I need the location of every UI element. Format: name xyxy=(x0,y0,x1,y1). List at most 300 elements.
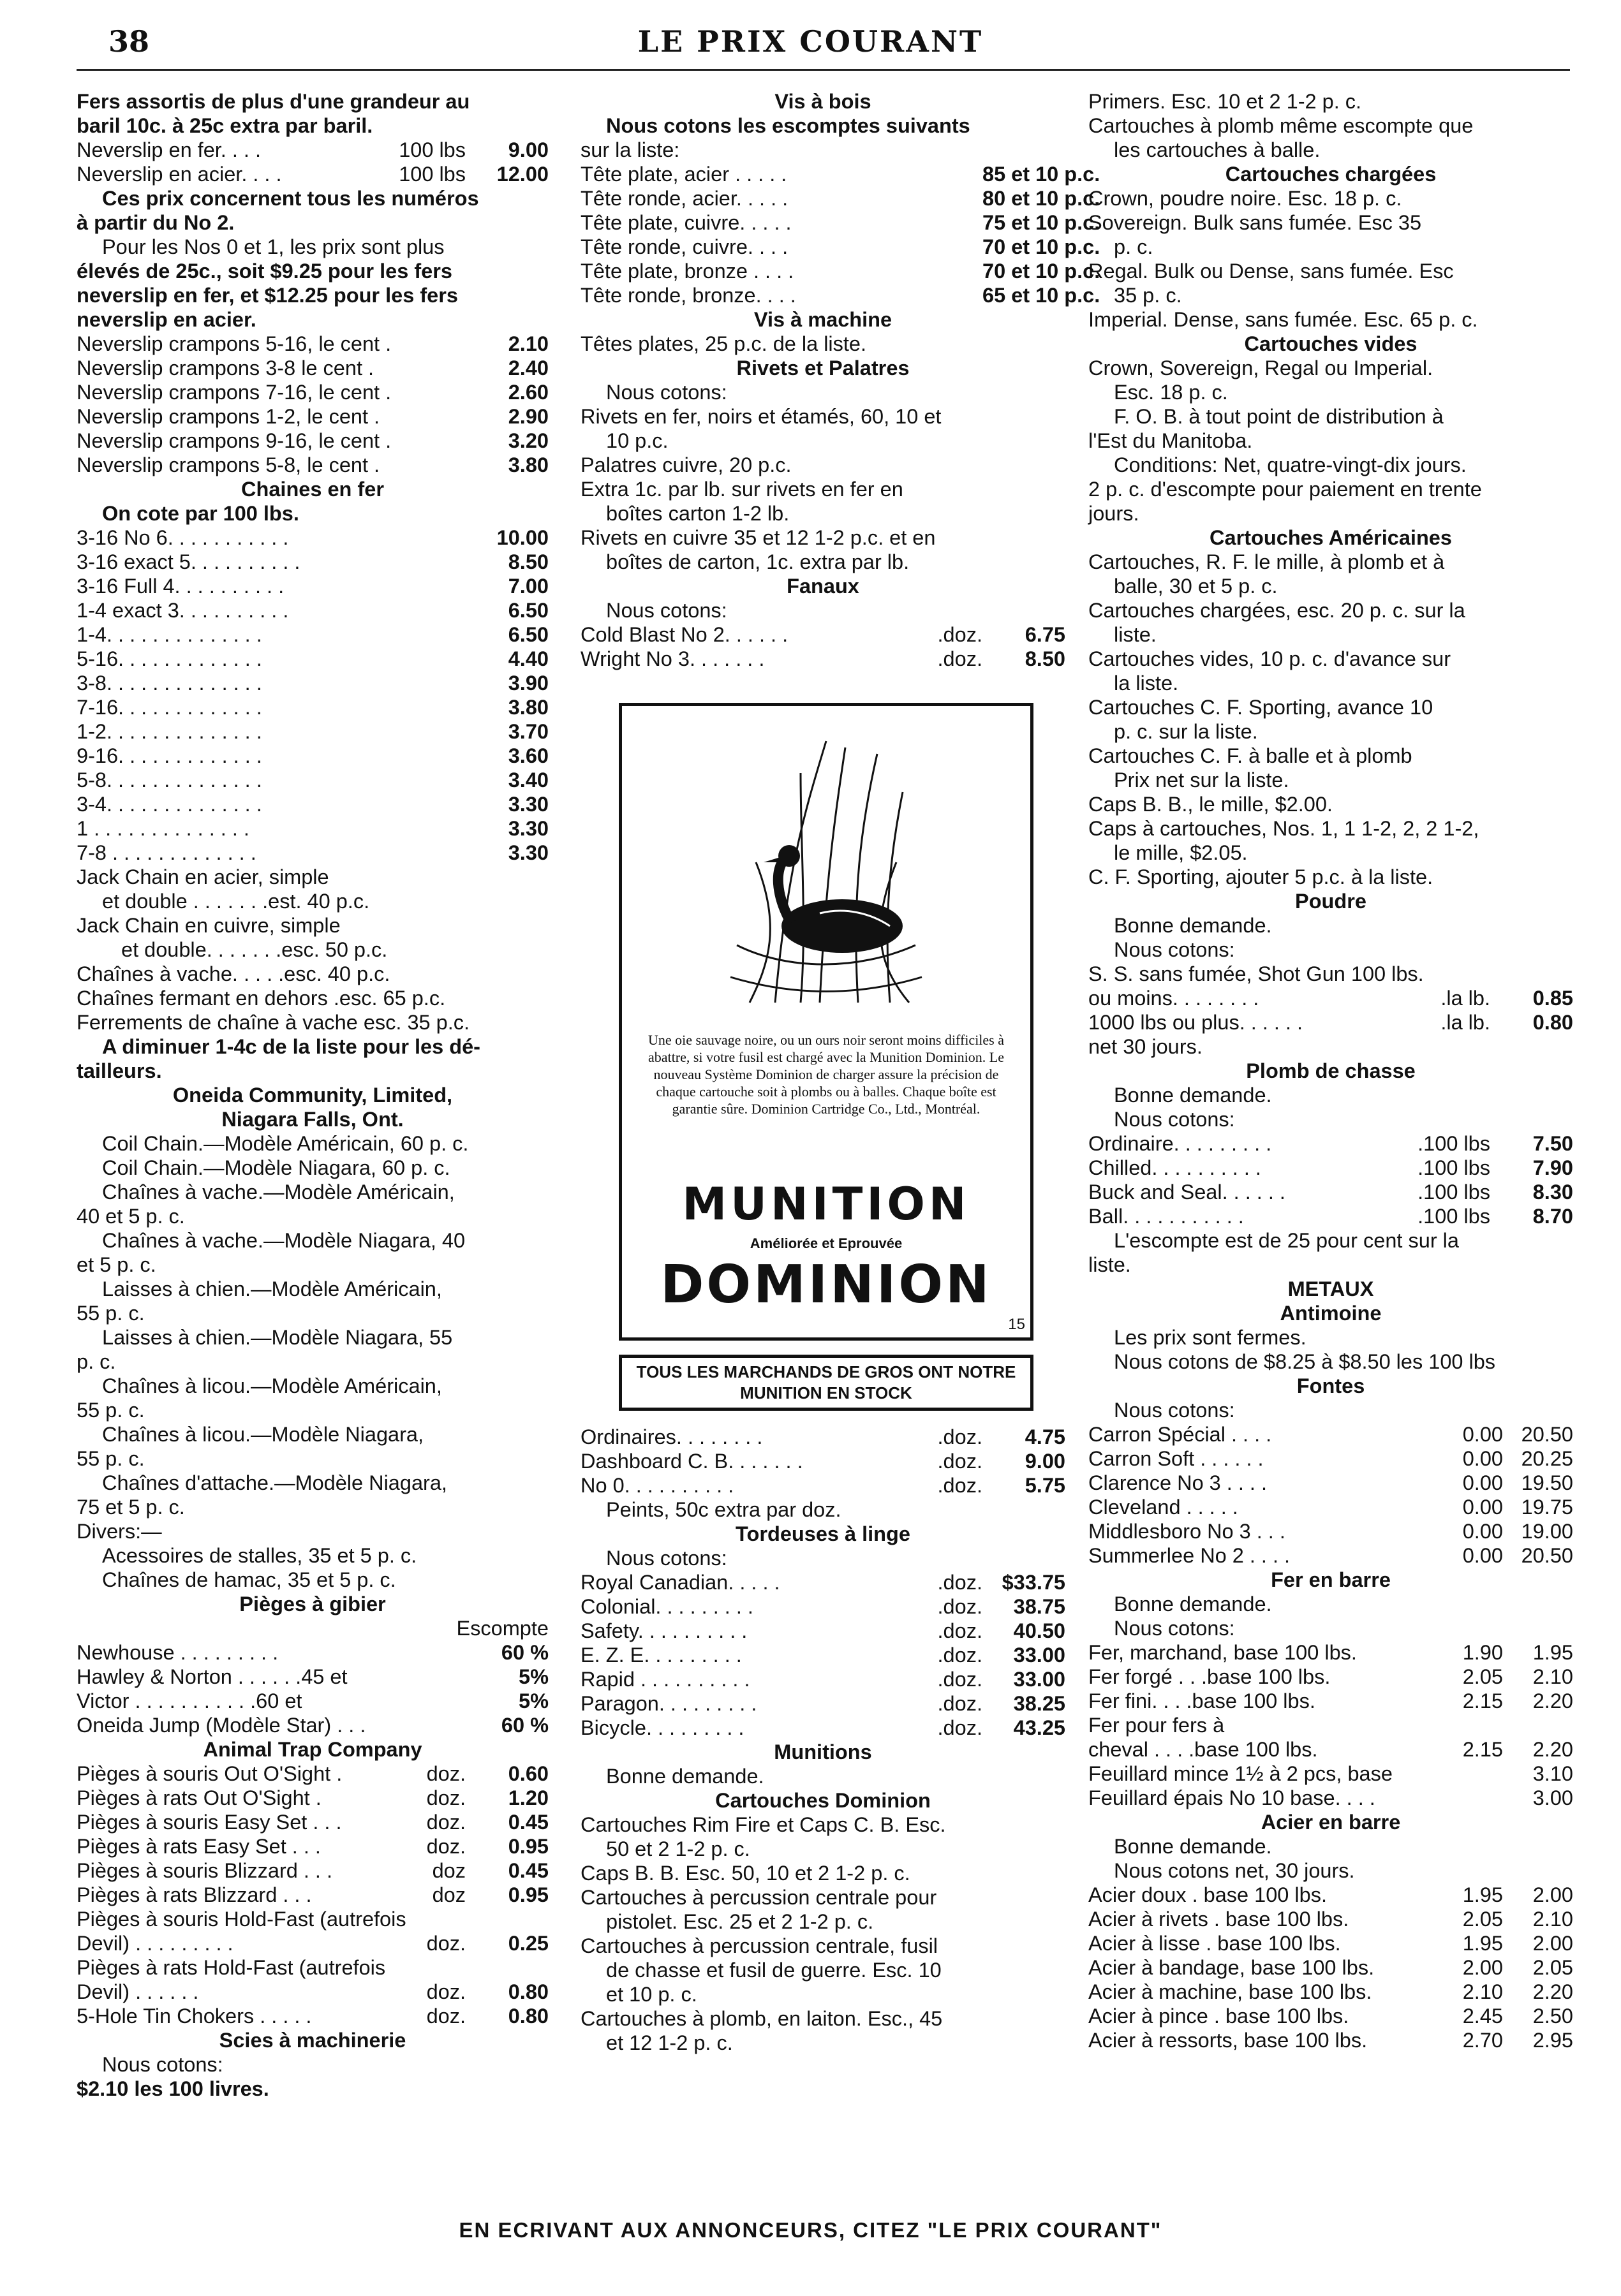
price-row xyxy=(581,1594,1065,1619)
price-row-label: Chilled. . . . . . . . . . xyxy=(1088,1156,1261,1179)
text-line: les cartouches à balle. xyxy=(1114,138,1321,161)
price-row-unit: .doz. xyxy=(937,1571,982,1594)
price-row-value: 6.50 xyxy=(508,623,549,646)
column-1 xyxy=(77,89,549,2101)
price-row-value-max: 19.00 xyxy=(1521,1520,1573,1543)
price-row xyxy=(581,186,1100,210)
price-row-label: net 30 jours. xyxy=(1088,1035,1203,1058)
price-row xyxy=(1088,1156,1573,1180)
note-munitions: Bonne demande. xyxy=(606,1765,764,1788)
price-row-value-max: 20.50 xyxy=(1521,1544,1573,1567)
price-row xyxy=(581,1570,1065,1594)
note-chaines: On cote par 100 lbs. xyxy=(102,502,299,525)
text-line: Caps B. B., le mille, $2.00. xyxy=(1088,793,1333,816)
text-line: 35 p. c. xyxy=(1114,284,1182,307)
price-row xyxy=(1088,1762,1573,1786)
price-row-label: Neverslip crampons 5-8, le cent . xyxy=(77,453,380,476)
text-line: Chaînes à vache. . . . .esc. 40 p.c. xyxy=(77,962,390,985)
price-row-value-max: 3.10 xyxy=(1532,1762,1573,1785)
price-row-value-min: 2.05 xyxy=(1462,1908,1503,1931)
text-line: et double . . . . . . .est. 40 p.c. xyxy=(102,890,370,913)
price-row-label: Feuillard mince 1½ à 2 pcs, base xyxy=(1088,1762,1393,1785)
text-line: Cartouches chargées, esc. 20 p. c. sur la xyxy=(1088,599,1465,622)
price-row-value-min: 1.90 xyxy=(1462,1641,1503,1664)
price-row-label: Carron Spécial . . . . xyxy=(1088,1423,1272,1446)
price-row-label: Neverslip en acier. . . . xyxy=(77,163,282,186)
text-line: Chaînes à vache.—Modèle Niagara, 40 xyxy=(102,1229,466,1252)
price-row-label: Pièges à souris Easy Set . . . xyxy=(77,1811,342,1834)
text-line: Nous cotons: xyxy=(1114,1617,1235,1640)
price-row-label: Cleveland . . . . . xyxy=(1088,1496,1238,1519)
price-row-unit: doz xyxy=(432,1859,466,1882)
price-row-value: 75 et 10 p.c. xyxy=(982,211,1100,234)
price-row-label: Cold Blast No 2. . . . . . xyxy=(581,623,788,646)
price-row-label: Tête ronde, cuivre. . . . xyxy=(581,235,788,258)
text-line: jours. xyxy=(1088,502,1139,525)
price-row xyxy=(1088,1446,1573,1471)
text-line: Acessoires de stalles, 35 et 5 p. c. xyxy=(102,1544,417,1567)
stock-notice-box xyxy=(619,1355,1033,1411)
text-line: Cartouches à percussion centrale pour xyxy=(581,1886,937,1909)
text-line: Bonne demande. xyxy=(1114,914,1272,937)
price-row xyxy=(1088,1955,1573,1980)
price-row-value: 43.25 xyxy=(1013,1716,1065,1739)
price-row xyxy=(581,622,1065,647)
stock-notice-line-2: MUNITION EN STOCK xyxy=(740,1383,912,1402)
price-row-label: ou moins. . . . . . . . xyxy=(1088,987,1259,1010)
price-row-unit: doz. xyxy=(426,1762,466,1785)
price-row-value-min: 0.00 xyxy=(1462,1496,1503,1519)
ad-number: 15 xyxy=(1008,1316,1025,1333)
price-row-value: $33.75 xyxy=(1002,1571,1065,1594)
price-row xyxy=(581,1473,1065,1498)
price-row-value: 8.70 xyxy=(1532,1205,1573,1228)
price-row-value-max: 3.00 xyxy=(1532,1786,1573,1809)
wild-goose-illustration xyxy=(730,735,922,1009)
price-row-value: 0.95 xyxy=(508,1883,549,1906)
text-line: 10 p.c. xyxy=(606,429,669,452)
price-row-value-max: 19.75 xyxy=(1521,1496,1573,1519)
text-line: Laisses à chien.—Modèle Américain, xyxy=(102,1277,442,1300)
text-line: l'Est du Manitoba. xyxy=(1088,429,1253,452)
price-row-value: 2.90 xyxy=(508,405,549,428)
price-row-label: Fer, marchand, base 100 lbs. xyxy=(1088,1641,1357,1664)
price-row-unit: .doz. xyxy=(937,1595,982,1618)
text-line: Pour les Nos 0 et 1, les prix sont plus xyxy=(102,235,445,258)
text-line: Bonne demande. xyxy=(1114,1084,1272,1107)
text-line: Primers. Esc. 10 et 2 1-2 p. c. xyxy=(1088,90,1362,113)
price-row xyxy=(1088,1010,1573,1034)
price-row-value: 60 % xyxy=(501,1641,549,1664)
text-line: et double. . . . . . .esc. 50 p.c. xyxy=(121,938,388,961)
price-row-value: 3.70 xyxy=(508,720,549,743)
price-row-value xyxy=(466,1955,549,1980)
price-row-label: Pièges à souris Hold-Fast (autrefois xyxy=(77,1908,406,1931)
price-row-unit: .doz. xyxy=(937,1716,982,1739)
price-row-value: 3.90 xyxy=(508,672,549,695)
price-row-value xyxy=(475,1907,549,1931)
price-row-value-min: 2.10 xyxy=(1462,1980,1503,2003)
price-row-value: 0.80 xyxy=(508,1980,549,2003)
price-row-value: 70 et 10 p.c. xyxy=(982,260,1100,283)
price-row-value: 6.50 xyxy=(508,599,549,622)
price-row-unit: .doz. xyxy=(937,647,982,670)
column-3 xyxy=(1088,89,1573,2052)
price-row-unit: doz. xyxy=(426,1835,466,1858)
heading-chaines: Chaines en fer xyxy=(241,478,384,501)
note-fontes: Nous cotons: xyxy=(1114,1399,1235,1422)
price-row xyxy=(77,647,549,671)
price-row-label: Pièges à rats Easy Set . . . xyxy=(77,1835,321,1858)
price-row-label: Buck and Seal. . . . . . xyxy=(1088,1181,1285,1203)
price-row-label: Dashboard C. B. . . . . . . xyxy=(581,1450,803,1473)
price-row-value-min: 1.95 xyxy=(1462,1932,1503,1955)
price-row-label: Pièges à souris Blizzard . . . xyxy=(77,1859,332,1882)
price-row xyxy=(1088,1471,1573,1495)
price-row xyxy=(77,453,549,477)
price-row-value-min: 0.00 xyxy=(1462,1447,1503,1470)
price-row-value: 33.00 xyxy=(1013,1644,1065,1667)
note-fanaux: Nous cotons: xyxy=(606,599,727,622)
price-row-unit xyxy=(389,1955,466,1980)
text-line: Nous cotons: xyxy=(1114,1108,1235,1131)
price-row xyxy=(77,598,549,622)
text-line: Jack Chain en cuivre, simple xyxy=(77,914,341,937)
price-row xyxy=(581,1716,1065,1740)
price-row-label: cheval . . . .base 100 lbs. xyxy=(1088,1738,1318,1761)
text-line: Ces prix concernent tous les numéros xyxy=(102,187,479,210)
text-line: Nous cotons de $8.25 à $8.50 les 100 lbs xyxy=(1114,1350,1496,1373)
price-row-unit: doz. xyxy=(426,1811,466,1834)
text-line: sur la liste: xyxy=(581,138,680,161)
text-line: L'escompte est de 25 pour cent sur la xyxy=(1114,1229,1459,1252)
price-row-unit: .100 lbs xyxy=(1417,1205,1490,1228)
price-row-value-max xyxy=(1503,1713,1573,1737)
text-line: 50 et 2 1-2 p. c. xyxy=(606,1837,750,1860)
page-title: LE PRIX COURANT xyxy=(637,24,984,59)
text-line: Imperial. Dense, sans fumée. Esc. 65 p. c. xyxy=(1088,308,1478,331)
price-row-label: 3-16 No 6. . . . . . . . . . . xyxy=(77,526,289,549)
price-row xyxy=(581,1643,1065,1667)
price-row-label: Fer pour fers à xyxy=(1088,1714,1225,1737)
price-row xyxy=(581,283,1100,307)
price-row xyxy=(77,332,549,356)
text-line: Cartouches C. F. Sporting, avance 10 xyxy=(1088,696,1433,719)
price-row-value: 38.75 xyxy=(1013,1595,1065,1618)
text-line: Fers assortis de plus d'une grandeur au xyxy=(77,90,470,113)
text-line: Divers:— xyxy=(77,1520,162,1543)
text-line: Regal. Bulk ou Dense, sans fumée. Esc xyxy=(1088,260,1454,283)
text-vis-machine: Têtes plates, 25 p.c. de la liste. xyxy=(581,332,867,355)
price-row xyxy=(1088,1907,1573,1931)
price-row-label: Bicycle. . . . . . . . . xyxy=(581,1716,744,1739)
price-row-value: 80 et 10 p.c. xyxy=(982,187,1100,210)
text-line: balle, 30 et 5 p. c. xyxy=(1114,575,1278,598)
price-row xyxy=(77,1858,549,1883)
text-line: 55 p. c. xyxy=(77,1302,145,1325)
price-row xyxy=(1088,1713,1573,1737)
price-row xyxy=(581,1691,1065,1716)
price-row xyxy=(1088,962,1573,986)
price-row-label: Oneida Jump (Modèle Star) . . . xyxy=(77,1714,366,1737)
price-row xyxy=(77,162,549,186)
heading-antimoine: Antimoine xyxy=(1280,1302,1382,1325)
price-row xyxy=(77,1907,549,1931)
price-row xyxy=(77,1810,549,1834)
heading-plomb-chasse: Plomb de chasse xyxy=(1246,1059,1416,1082)
text-line: liste. xyxy=(1114,623,1157,646)
price-row-value: 70 et 10 p.c. xyxy=(982,235,1100,258)
text-line: Jack Chain en acier, simple xyxy=(77,865,329,888)
price-row-unit: .doz. xyxy=(937,1644,982,1667)
note-tordeuses: Nous cotons: xyxy=(606,1547,727,1570)
text-line: Les prix sont fermes. xyxy=(1114,1326,1306,1349)
price-row-value-min: 2.70 xyxy=(1462,2029,1503,2052)
price-row-value: 3.30 xyxy=(508,817,549,840)
heading-scies: Scies à machinerie xyxy=(219,2029,406,2052)
price-row-label: 1-4 exact 3. . . . . . . . . . xyxy=(77,599,289,622)
price-row-value: 2.60 xyxy=(508,381,549,404)
price-row-label: Devil) . . . . . . . . . xyxy=(77,1932,233,1955)
price-row-value-max: 2.20 xyxy=(1532,1738,1573,1761)
text-line: Coil Chain.—Modèle Américain, 60 p. c. xyxy=(102,1132,469,1155)
text-line: Prix net sur la liste. xyxy=(1114,769,1289,791)
price-row-unit: .doz. xyxy=(937,623,982,646)
price-row xyxy=(1088,1543,1573,1568)
price-row-value: 6.75 xyxy=(1025,623,1065,646)
price-row-label: Tête plate, acier . . . . . xyxy=(581,163,787,186)
price-row-value: 0.95 xyxy=(508,1835,549,1858)
heading-oneida: Oneida Community, Limited, xyxy=(172,1084,453,1107)
price-row xyxy=(77,404,549,429)
price-row xyxy=(581,235,1100,259)
price-row-value: 5% xyxy=(519,1665,549,1688)
text-line: Cartouches vides, 10 p. c. d'avance sur xyxy=(1088,647,1451,670)
price-row xyxy=(1088,1786,1573,1810)
price-row-value: 0.85 xyxy=(1532,987,1573,1010)
price-row-label: 7-8 . . . . . . . . . . . . . xyxy=(77,841,256,864)
price-row xyxy=(1088,1495,1573,1519)
price-row-label: 1 . . . . . . . . . . . . . . xyxy=(77,817,249,840)
page-number: 38 xyxy=(108,24,150,59)
text-line: p. c. sur la liste. xyxy=(1114,720,1258,743)
price-row-label: Newhouse . . . . . . . . . xyxy=(77,1641,279,1664)
price-row-value-max: 2.10 xyxy=(1532,1908,1573,1931)
text-line: et 10 p. c. xyxy=(606,1983,697,2006)
header-rule xyxy=(77,69,1570,71)
price-row-value-max: 19.50 xyxy=(1521,1471,1573,1494)
price-row-unit: doz. xyxy=(426,1932,466,1955)
text-line: Bonne demande. xyxy=(1114,1593,1272,1615)
price-row-value: 2.10 xyxy=(508,332,549,355)
price-row-value: 3.80 xyxy=(508,453,549,476)
text-peints: Peints, 50c extra par doz. xyxy=(606,1498,841,1521)
text-line: p. c. xyxy=(1114,235,1153,258)
price-row xyxy=(77,792,549,816)
text-line: Cartouches à percussion centrale, fusil xyxy=(581,1934,938,1957)
price-row-value-min xyxy=(1426,1786,1503,1810)
price-row xyxy=(77,1762,549,1786)
price-row xyxy=(77,138,549,162)
text-line: le mille, $2.05. xyxy=(1114,841,1248,864)
price-row-value: 1.20 xyxy=(508,1786,549,1809)
text-line: Nous cotons: xyxy=(1114,938,1235,961)
price-row xyxy=(581,210,1100,235)
price-row-unit: 100 lbs xyxy=(399,163,466,186)
price-row xyxy=(1088,1204,1573,1228)
text-line: Chaînes à licou.—Modèle Américain, xyxy=(102,1374,442,1397)
price-row-label: Tête ronde, bronze. . . . xyxy=(581,284,796,307)
price-row-label: Pièges à rats Out O'Sight . xyxy=(77,1786,322,1809)
price-row-label: Acier à ressorts, base 100 lbs. xyxy=(1088,2029,1368,2052)
price-row xyxy=(77,1931,549,1955)
price-row-value: 2.40 xyxy=(508,357,549,379)
heading-rivets: Rivets et Palatres xyxy=(736,357,910,379)
price-row-value-min: 2.15 xyxy=(1462,1689,1503,1712)
text-line: Chaînes à licou.—Modèle Niagara, xyxy=(102,1423,424,1446)
ad-caption: Une oie sauvage noire, ou un ours noir seront moins difficiles à abattre, si votre fusil est chargé avec la Munition Dominion. Le nouveau Système Dominion de charger assure la précision de chaque cartouche soit à plombs ou à balles. Chaque boîte est garantie sûre. Dominion Cartridge Co., Ltd., Montréal. xyxy=(648,1032,1005,1117)
text-line: 40 et 5 p. c. xyxy=(77,1205,185,1228)
price-row-label: Carron Soft . . . . . . xyxy=(1088,1447,1264,1470)
price-row-label: Acier à bandage, base 100 lbs. xyxy=(1088,1956,1375,1979)
heading-tordeuses: Tordeuses à linge xyxy=(736,1522,910,1545)
price-row-value-min: 1.95 xyxy=(1462,1883,1503,1906)
text-line: Sovereign. Bulk sans fumée. Esc 35 xyxy=(1088,211,1422,234)
price-row xyxy=(77,429,549,453)
price-row xyxy=(77,1834,549,1858)
price-row-label: Tête plate, cuivre. . . . . xyxy=(581,211,792,234)
price-row xyxy=(1088,1980,1573,2004)
price-row-value-max: 1.95 xyxy=(1532,1641,1573,1664)
text-line: Rivets en cuivre 35 et 12 1-2 p.c. et en xyxy=(581,526,936,549)
price-row-value: 3.40 xyxy=(508,769,549,791)
price-row-label: Neverslip crampons 1-2, le cent . xyxy=(77,405,380,428)
text-line: A diminuer 1-4c de la liste pour les dé- xyxy=(102,1035,480,1058)
price-row-value-min xyxy=(1426,1762,1503,1786)
price-row-value: 60 % xyxy=(501,1714,549,1737)
price-row xyxy=(1088,1180,1573,1204)
heading-poudre: Poudre xyxy=(1295,890,1366,913)
heading-pieges: Pièges à gibier xyxy=(239,1593,386,1615)
price-row-value: 12.00 xyxy=(496,163,549,186)
price-row-unit: doz xyxy=(432,1883,466,1906)
price-row-label: Safety. . . . . . . . . . xyxy=(581,1619,748,1642)
price-row-value-min: 0.00 xyxy=(1462,1423,1503,1446)
price-row xyxy=(581,1667,1065,1691)
price-row-value: 8.50 xyxy=(1025,647,1065,670)
price-row xyxy=(77,622,549,647)
price-row-label: Ordinaires. . . . . . . . xyxy=(581,1425,763,1448)
price-row-value: 38.25 xyxy=(1013,1692,1065,1715)
price-row xyxy=(1088,1131,1573,1156)
text-line: Nous cotons net, 30 jours. xyxy=(1114,1859,1355,1882)
text-line: neverslip en acier. xyxy=(77,308,256,331)
price-row xyxy=(1088,1883,1573,1907)
price-row-value: 9.00 xyxy=(1025,1450,1065,1473)
heading-fontes: Fontes xyxy=(1296,1374,1365,1397)
price-row-value: 0.25 xyxy=(508,1932,549,1955)
price-row-value-min: 2.00 xyxy=(1462,1956,1503,1979)
price-row-unit: .doz. xyxy=(937,1450,982,1473)
text-line: Chaînes à vache.—Modèle Américain, xyxy=(102,1181,455,1203)
price-row xyxy=(77,816,549,841)
price-row xyxy=(1088,1640,1573,1665)
price-row-label: Pièges à souris Out O'Sight . xyxy=(77,1762,343,1785)
text-line: Crown, Sovereign, Regal ou Imperial. xyxy=(1088,357,1433,379)
text-line: Bonne demande. xyxy=(1114,1835,1272,1858)
price-row-unit xyxy=(1414,1034,1490,1059)
price-row-label: 3-4. . . . . . . . . . . . . . xyxy=(77,793,262,816)
price-row-label: Ordinaire. . . . . . . . . xyxy=(1088,1132,1272,1155)
price-row-label: 3-8. . . . . . . . . . . . . . xyxy=(77,672,262,695)
price-row-label: Tête plate, bronze . . . . xyxy=(581,260,794,283)
price-row-unit: .doz. xyxy=(937,1425,982,1448)
price-row xyxy=(581,1449,1065,1473)
price-row-label: Neverslip crampons 7-16, le cent . xyxy=(77,381,392,404)
price-row-label: Pièges à rats Hold-Fast (autrefois xyxy=(77,1956,386,1979)
text-line: boîtes de carton, 1c. extra par lb. xyxy=(606,550,910,573)
price-row-value-max: 2.20 xyxy=(1532,1980,1573,2003)
heading-cartouches-americaines: Cartouches Américaines xyxy=(1210,526,1452,549)
price-row-label: Middlesboro No 3 . . . xyxy=(1088,1520,1285,1543)
text-line: Cartouches Rim Fire et Caps C. B. Esc. xyxy=(581,1813,946,1836)
price-row xyxy=(77,1689,549,1713)
price-row-label: Neverslip crampons 3-8 le cent . xyxy=(77,357,374,379)
price-row-label: 1000 lbs ou plus. . . . . . xyxy=(1088,1011,1303,1034)
price-row xyxy=(1088,1034,1573,1059)
heading-animal-trap: Animal Trap Company xyxy=(203,1738,422,1761)
text-line: liste. xyxy=(1088,1253,1131,1276)
price-row-label: Acier à lisse . base 100 lbs. xyxy=(1088,1932,1341,1955)
text-line: Ferrements de chaîne à vache esc. 35 p.c. xyxy=(77,1011,470,1034)
price-row-value-max: 2.95 xyxy=(1532,2029,1573,2052)
price-row-unit: .100 lbs xyxy=(1417,1181,1490,1203)
price-row-value: 3.30 xyxy=(508,793,549,816)
price-row xyxy=(77,380,549,404)
price-row-unit: .doz. xyxy=(937,1692,982,1715)
price-row xyxy=(77,1955,549,1980)
price-row-label: Neverslip crampons 5-16, le cent . xyxy=(77,332,392,355)
price-row-label: 5-16. . . . . . . . . . . . . xyxy=(77,647,262,670)
label-escompte: Escompte xyxy=(456,1617,549,1640)
heading-vis-bois: Vis à bois xyxy=(774,90,871,113)
text-line: Chaînes d'attache.—Modèle Niagara, xyxy=(102,1471,447,1494)
heading-fanaux: Fanaux xyxy=(787,575,859,598)
column-2 xyxy=(581,89,1100,2055)
price-row-label: 9-16. . . . . . . . . . . . . xyxy=(77,744,262,767)
price-row-unit xyxy=(406,1907,475,1931)
heading-fer-barre: Fer en barre xyxy=(1271,1568,1391,1591)
price-row-unit: doz. xyxy=(426,1980,466,2003)
text-line: et 12 1-2 p. c. xyxy=(606,2031,733,2054)
price-row-value: 3.60 xyxy=(508,744,549,767)
price-row xyxy=(1088,1665,1573,1689)
text-line: neverslip en fer, et $12.25 pour les fers xyxy=(77,284,458,307)
price-row-value-min: 2.05 xyxy=(1462,1665,1503,1688)
price-row-label: Acier doux . base 100 lbs. xyxy=(1088,1883,1327,1906)
text-line: F. O. B. à tout point de distribution à xyxy=(1114,405,1444,428)
footer-note: EN ECRIVANT AUX ANNONCEURS, CITEZ "LE PRIX COURANT" xyxy=(459,2218,1162,2242)
price-row-label: Neverslip en fer. . . . xyxy=(77,138,262,161)
price-row-value-max: 2.50 xyxy=(1532,2005,1573,2027)
price-row-label: 5-Hole Tin Chokers . . . . . xyxy=(77,2005,312,2027)
price-row-value: 85 et 10 p.c. xyxy=(982,163,1100,186)
price-row-label: Hawley & Norton . . . . . .45 et xyxy=(77,1665,348,1688)
text-line: Extra 1c. par lb. sur rivets en fer en xyxy=(581,478,903,501)
price-row xyxy=(77,1665,549,1689)
price-row xyxy=(1088,1931,1573,1955)
text-line: Cartouches, R. F. le mille, à plomb et à xyxy=(1088,550,1445,573)
